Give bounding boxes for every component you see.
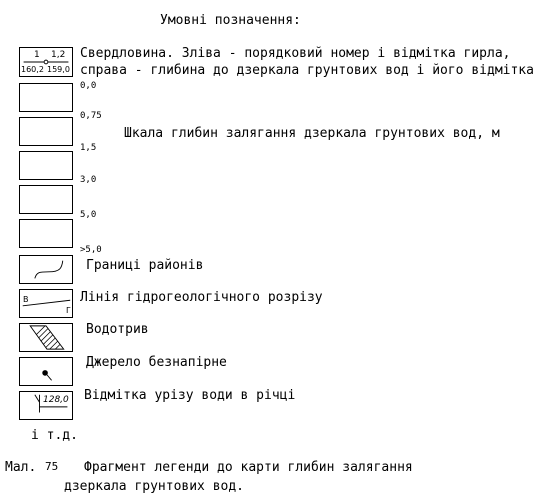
- well-depth: 1,2: [51, 50, 66, 60]
- district-boundary-symbol: [19, 255, 73, 284]
- depth-tick-2: 1,5: [80, 143, 97, 153]
- depth-scale-box-1: [19, 83, 73, 112]
- section-line-symbol: [19, 289, 73, 318]
- well-label-line2: справа - глибина до дзеркала грунтових вод і його відмітка: [80, 63, 534, 78]
- caption-prefix: Мал.: [5, 460, 37, 475]
- depth-scale-box-4: [19, 185, 73, 214]
- depth-tick-0: 0,0: [80, 81, 97, 91]
- water-cut-symbol: [19, 391, 73, 420]
- aquitard-drawing: [20, 324, 72, 351]
- section-start-letter: В: [23, 295, 29, 304]
- district-boundary-label: Границі районів: [86, 258, 204, 273]
- well-label-line1: Свердловина. Зліва - порядковий номер і відмітка гирла,: [80, 46, 511, 61]
- spring-symbol: [19, 357, 73, 386]
- district-boundary-drawing: [20, 256, 72, 283]
- well-number: 1: [34, 50, 40, 60]
- etc-label: і т.д.: [31, 428, 78, 443]
- caption-line1: Фрагмент легенди до карти глибин залягання: [84, 460, 413, 475]
- aquitard-symbol: [19, 323, 73, 352]
- section-line-label: Лінія гідрогеологічного розрізу: [80, 290, 323, 305]
- legend-title: Умовні позначення:: [160, 13, 301, 28]
- depth-scale-box-2: [19, 117, 73, 146]
- figure-number: 75: [45, 460, 59, 473]
- depth-tick-3: 3,0: [80, 175, 97, 185]
- depth-scale-label: Шкала глибин залягання дзеркала грунтових вод, м: [124, 126, 500, 141]
- depth-tick-1: 0,75: [80, 111, 102, 121]
- section-end-letter: Г: [66, 306, 71, 315]
- caption-line2: дзеркала грунтових вод.: [64, 479, 245, 494]
- aquitard-label: Водотрив: [86, 322, 149, 337]
- well-symbol: [19, 47, 73, 77]
- depth-tick-4: 5,0: [80, 210, 97, 220]
- depth-tick-5: >5,0: [80, 245, 102, 255]
- well-water-mark: 159,0: [47, 65, 70, 74]
- well-head-mark: 160,2: [21, 65, 44, 74]
- depth-scale-box-3: [19, 151, 73, 180]
- spring-label: Джерело безнапірне: [86, 355, 227, 370]
- water-cut-value: 128,0: [43, 395, 69, 405]
- water-cut-label: Відмітка урізу води в річці: [84, 388, 296, 403]
- spring-drawing: [20, 358, 72, 385]
- depth-scale-box-5: [19, 219, 73, 248]
